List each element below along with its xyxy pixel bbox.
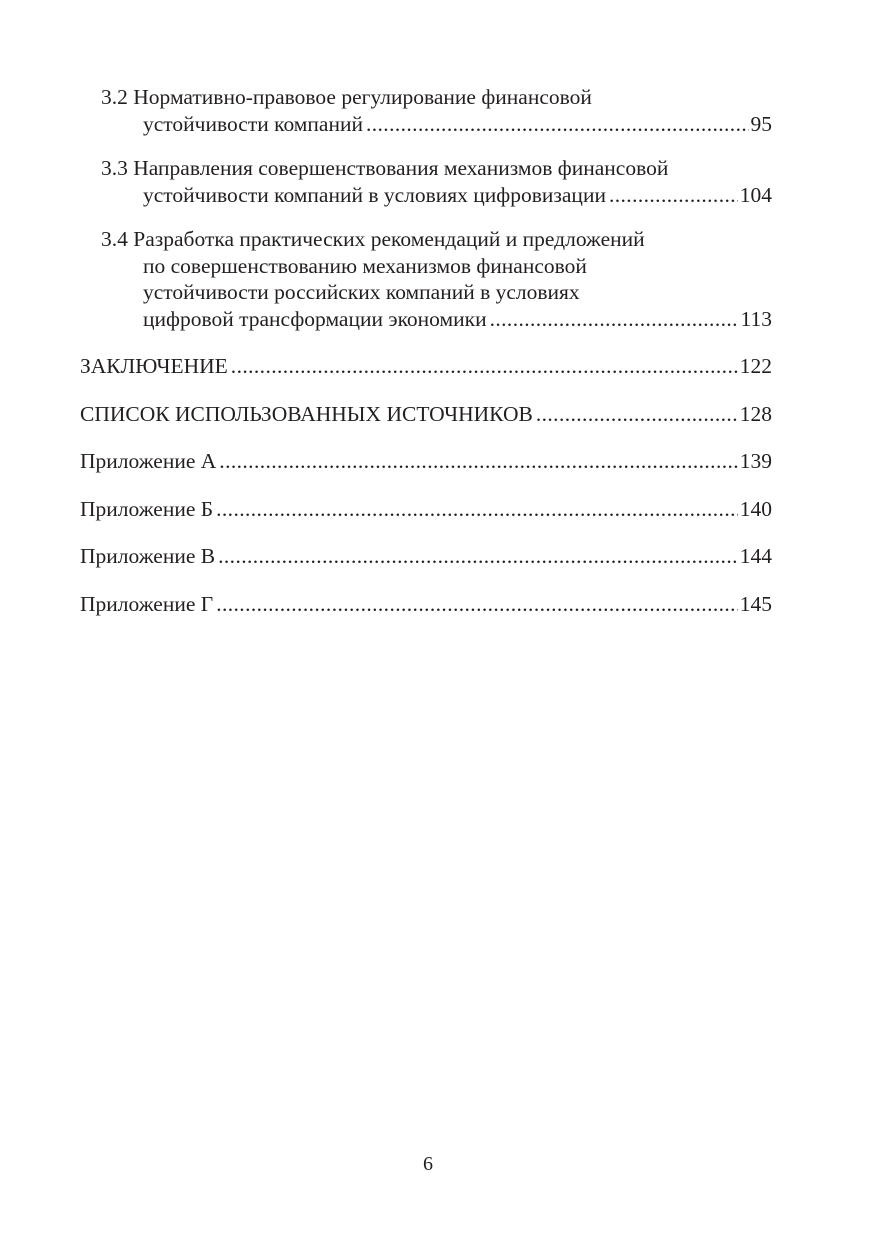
toc-entry-title-line: Приложение В [80, 544, 216, 568]
toc-entry-last-line [80, 448, 772, 475]
toc-entry-appendix-g[interactable] [80, 591, 772, 618]
toc-page-number: 128 [739, 401, 772, 426]
toc-entry-last-line [101, 182, 772, 209]
dot-leader [366, 111, 749, 138]
toc-entry-title-line: 3.4 Разработка практических рекомендаций и предложений [101, 227, 645, 251]
toc-entry-3-3[interactable] [80, 155, 772, 208]
toc-entry-last-line [80, 496, 772, 523]
page-number: 6 [423, 1153, 433, 1175]
toc-entry-last-line [80, 591, 772, 618]
toc-entry-title-line: устойчивости российских компаний в условиях [143, 280, 580, 304]
toc-page-number: 104 [739, 182, 772, 207]
toc-entry-last-line [80, 543, 772, 570]
toc-page-number: 140 [739, 496, 772, 521]
toc-entry-appendix-a[interactable] [80, 448, 772, 475]
toc-entry-title-line: цифровой трансформации экономики [143, 306, 487, 331]
dot-leader [216, 591, 738, 618]
toc-page-number: 144 [739, 544, 772, 568]
toc-entry-title-line: 3.2 Нормативно-правовое регулирование финансовой [101, 85, 592, 109]
toc-entry-appendix-b[interactable] [80, 496, 772, 523]
toc-entry-appendix-v[interactable] [80, 543, 772, 570]
table-of-contents [80, 84, 772, 617]
toc-entry-last-line [80, 401, 772, 428]
toc-entry-title-line: устойчивости компаний в условиях цифровизации [143, 182, 606, 207]
toc-page-number: 145 [739, 591, 772, 616]
toc-page-number: 95 [750, 111, 772, 136]
toc-entry-last-line [80, 353, 772, 380]
toc-entry-last-line [101, 111, 772, 138]
toc-page-number: 139 [739, 449, 772, 473]
toc-entry-title-line: Приложение Г [80, 591, 214, 616]
toc-entry-3-4[interactable] [80, 226, 772, 332]
toc-entry-title-line: Приложение А [80, 449, 217, 473]
toc-page-number: 122 [739, 354, 772, 378]
toc-entry-title-line: СПИСОК ИСПОЛЬЗОВАННЫХ ИСТОЧНИКОВ [80, 401, 533, 426]
toc-entry-title-line: Приложение Б [80, 496, 214, 521]
toc-entry-title-line: устойчивости компаний [143, 111, 363, 136]
dot-leader [219, 448, 737, 475]
toc-entry-title-line: по совершенствованию механизмов финансовой [143, 253, 587, 278]
dot-leader [218, 543, 738, 570]
dot-leader [216, 496, 738, 523]
toc-entry-3-2[interactable] [80, 84, 772, 137]
dot-leader [231, 353, 738, 380]
toc-entry-title-line: 3.3 Направления совершенствования механизмов финансовой [101, 156, 669, 180]
dot-leader [609, 182, 738, 209]
toc-page-number: 113 [740, 306, 772, 331]
toc-entry-references[interactable] [80, 401, 772, 428]
toc-entry-last-line [101, 306, 772, 333]
toc-entry-conclusion[interactable] [80, 353, 772, 380]
dot-leader [536, 401, 738, 428]
dot-leader [490, 306, 739, 333]
toc-entry-title-line: ЗАКЛЮЧЕНИЕ [80, 354, 228, 378]
